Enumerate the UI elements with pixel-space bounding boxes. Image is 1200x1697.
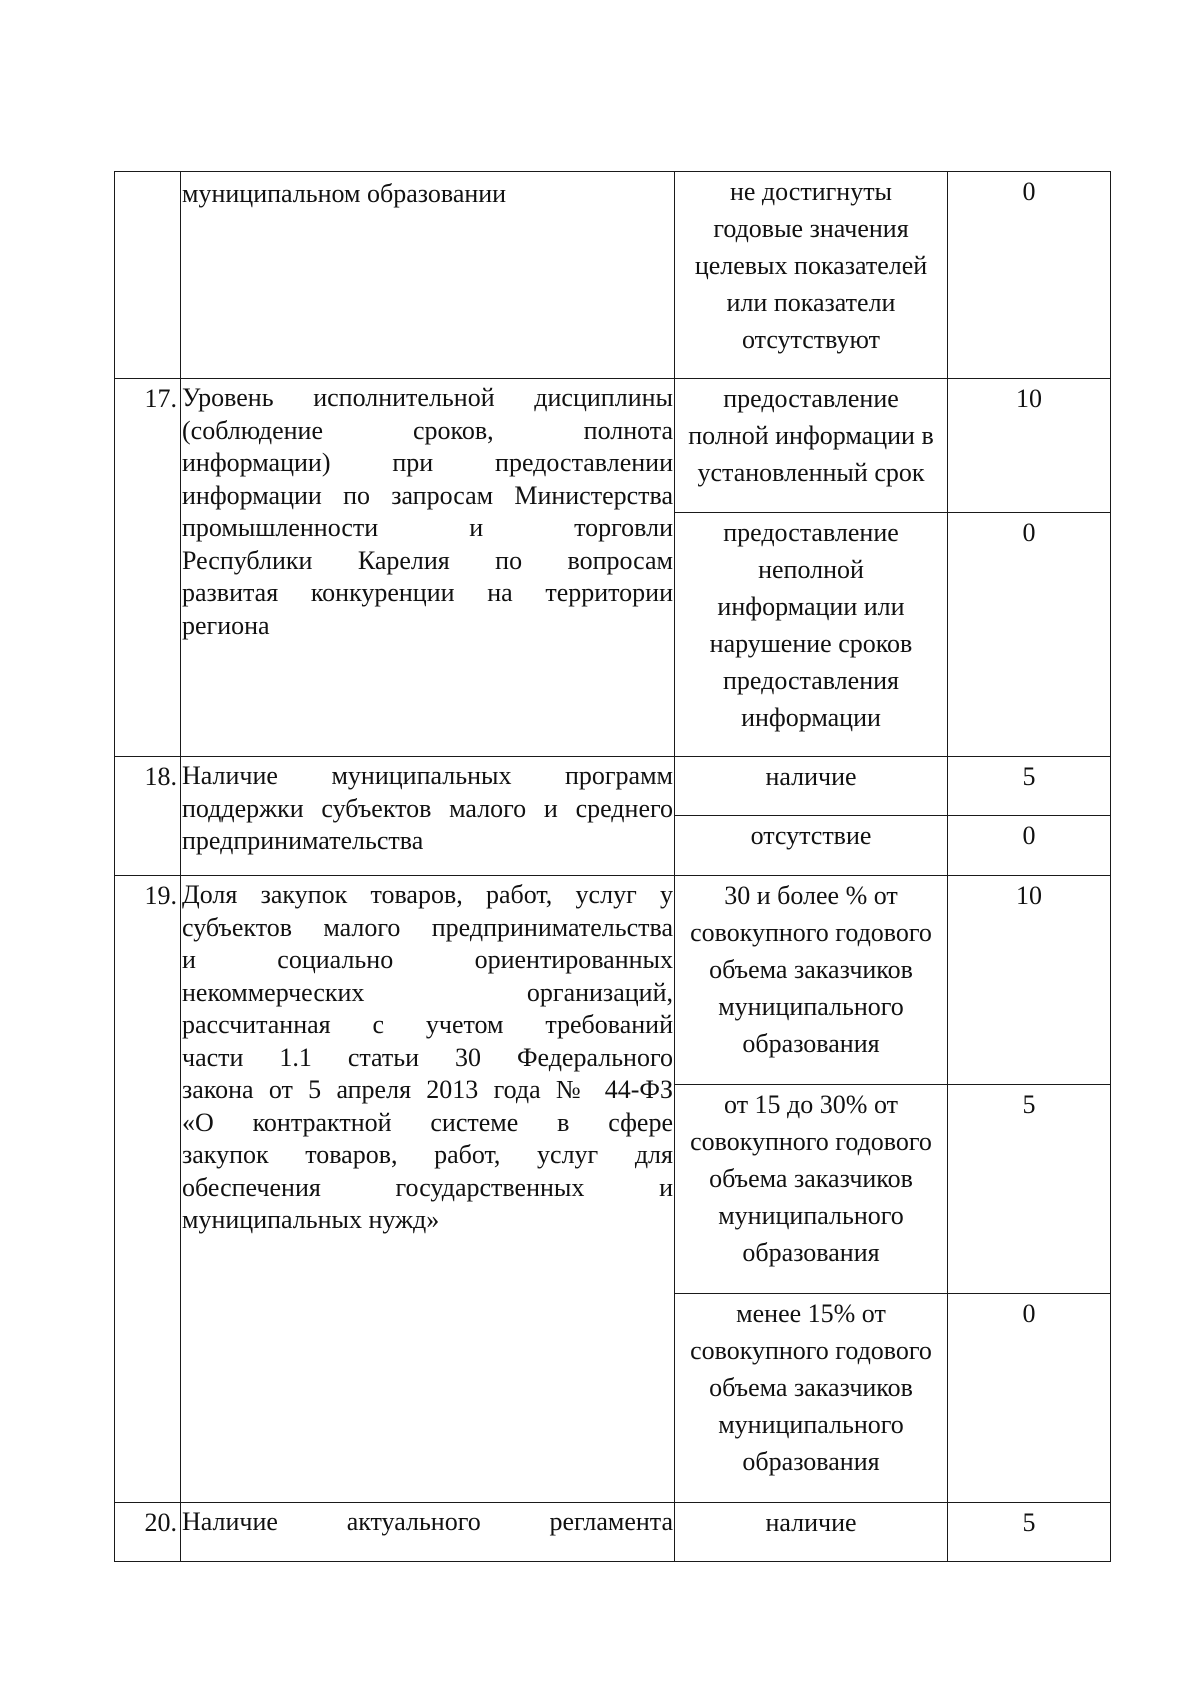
table-row: [115, 876, 1111, 1085]
condition-line: годовые значения: [713, 214, 909, 243]
criterion-name-line: Доля закупок товаров, работ, услуг у: [182, 880, 673, 909]
condition-line: информации или: [717, 592, 905, 621]
score-cell: 0: [948, 172, 1111, 379]
criterion-name-line: (соблюдение сроков, полнота: [182, 415, 673, 445]
condition-cell: [675, 876, 948, 1085]
criterion-name-cell: [181, 876, 675, 1503]
criterion-name-line: предпринимательства: [182, 826, 424, 855]
row-number-cell: [115, 172, 181, 379]
criterion-name-line: субъектов малого предпринимательства: [182, 912, 673, 942]
criterion-name-line: информации) при предоставлении: [182, 448, 673, 477]
row-number-cell: 17.: [115, 379, 181, 757]
score-cell: 5: [948, 757, 1111, 816]
condition-line: целевых показателей: [694, 251, 928, 280]
criterion-name-line: Наличие актуального регламента: [182, 1507, 673, 1536]
row-number-cell: 18.: [115, 757, 181, 876]
score-cell: 5: [948, 1503, 1111, 1562]
row-number-cell: 20.: [115, 1503, 181, 1562]
criterion-name-line: региона: [182, 610, 270, 640]
criterion-name-line: муниципальном образовании: [182, 179, 507, 208]
condition-line: полной информации в: [688, 421, 934, 450]
criterion-name-cell: [181, 1503, 675, 1562]
condition-cell: [675, 379, 948, 513]
condition-line: совокупного годового: [690, 1127, 932, 1156]
table-row: [115, 1503, 1111, 1562]
score-cell: 10: [948, 379, 1111, 513]
condition-line: информации: [741, 703, 881, 732]
condition-cell: [675, 513, 948, 757]
criterion-name-line: «О контрактной системе в сфере: [182, 1107, 673, 1137]
criterion-name-line: закупок товаров, работ, услуг для: [182, 1140, 673, 1169]
criterion-name-line: рассчитанная с учетом требований: [182, 1010, 673, 1039]
condition-line: установленный срок: [697, 458, 925, 487]
condition-line: менее 15% от: [736, 1299, 886, 1328]
score-cell: 10: [948, 876, 1111, 1085]
condition-cell: [675, 1085, 948, 1294]
criterion-name-line: Уровень исполнительной дисциплины: [182, 383, 673, 412]
criterion-name-cell: [181, 172, 675, 379]
table-row: [115, 172, 1111, 379]
condition-line: не достигнуты: [729, 177, 893, 206]
condition-line: объема заказчиков: [709, 955, 913, 984]
score-cell: 0: [948, 1294, 1111, 1503]
condition-line: образования: [742, 1447, 880, 1476]
criterion-name-line: Республики Карелия по вопросам: [182, 545, 673, 575]
criterion-name-line: информации по запросам Министерства: [182, 480, 673, 510]
condition-line: или показатели: [726, 288, 896, 317]
criterion-name-line: закона от 5 апреля 2013 года № 44-ФЗ: [182, 1075, 673, 1104]
condition-line: наличие: [765, 762, 857, 791]
condition-line: отсутствуют: [742, 325, 880, 354]
criterion-name-line: Наличие муниципальных программ: [182, 761, 673, 790]
condition-line: совокупного годового: [690, 918, 932, 947]
table-row: [115, 379, 1111, 513]
condition-line: совокупного годового: [690, 1336, 932, 1365]
condition-line: муниципального: [718, 1410, 904, 1439]
condition-line: образования: [742, 1029, 880, 1058]
condition-line: от 15 до 30% от: [724, 1090, 898, 1119]
criterion-name-cell: [181, 757, 675, 876]
criterion-name-line: муниципальных нужд»: [182, 1205, 440, 1234]
condition-line: объема заказчиков: [709, 1164, 913, 1193]
condition-cell: [675, 757, 948, 816]
condition-line: образования: [742, 1238, 880, 1267]
condition-cell: [675, 172, 948, 379]
condition-line: предоставление: [723, 518, 899, 547]
condition-line: неполной: [758, 555, 864, 584]
criterion-name-line: и социально ориентированных: [182, 945, 673, 974]
condition-line: отсутствие: [750, 821, 872, 850]
table-row: [115, 757, 1111, 816]
criteria-table: [114, 171, 1111, 1562]
condition-cell: [675, 816, 948, 876]
condition-line: 30 и более % от: [724, 881, 898, 910]
condition-line: предоставление: [723, 384, 899, 413]
criterion-name-line: некоммерческих организаций,: [182, 977, 673, 1007]
criterion-name-line: обеспечения государственных и: [182, 1172, 673, 1202]
condition-line: муниципального: [718, 992, 904, 1021]
score-cell: 5: [948, 1085, 1111, 1294]
condition-cell: [675, 1294, 948, 1503]
condition-line: муниципального: [718, 1201, 904, 1230]
criterion-name-cell: [181, 379, 675, 757]
condition-line: наличие: [765, 1508, 857, 1537]
score-cell: 0: [948, 513, 1111, 757]
criterion-name-line: поддержки субъектов малого и среднего: [182, 793, 673, 823]
condition-cell: [675, 1503, 948, 1562]
score-cell: 0: [948, 816, 1111, 876]
row-number-cell: 19.: [115, 876, 181, 1503]
condition-line: объема заказчиков: [709, 1373, 913, 1402]
criterion-name-line: промышленности и торговли: [182, 513, 673, 542]
condition-line: предоставления: [723, 666, 899, 695]
criterion-name-line: развитая конкуренции на территории: [182, 578, 673, 607]
criterion-name-line: части 1.1 статьи 30 Федерального: [182, 1042, 673, 1072]
condition-line: нарушение сроков: [709, 629, 913, 658]
